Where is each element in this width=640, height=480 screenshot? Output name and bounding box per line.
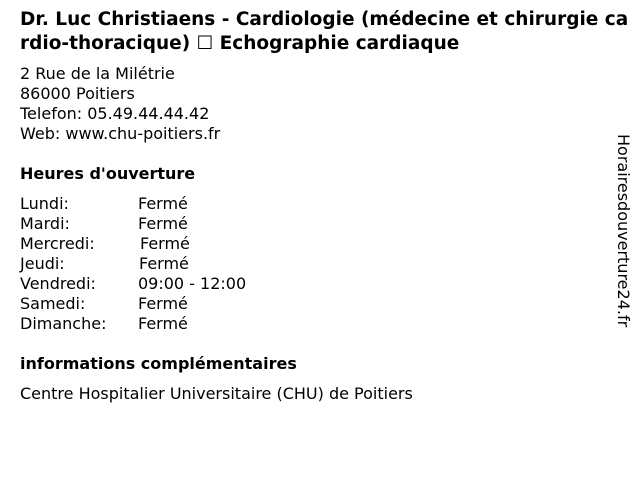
- day-label: Mercredi:: [20, 234, 95, 253]
- hours-value: Fermé: [138, 194, 188, 213]
- day-label: Samedi:: [20, 294, 86, 313]
- additional-info-text: Centre Hospitalier Universitaire (CHU) de Poitiers: [20, 384, 413, 403]
- address-street: 2 Rue de la Milétrie: [20, 64, 175, 83]
- hours-value: Fermé: [138, 294, 188, 313]
- day-label: Dimanche:: [20, 314, 107, 333]
- hours-row-monday: [20, 194, 246, 214]
- additional-info-heading: informations complémentaires: [20, 354, 297, 373]
- brand-watermark: Horairesdouverture24.fr: [614, 134, 633, 328]
- hours-value: Fermé: [138, 214, 188, 233]
- hours-row-sunday: [20, 314, 246, 334]
- day-label: Lundi:: [20, 194, 69, 213]
- page-title: Dr. Luc Christiaens - Cardiologie (médecine et chirurgie cardio-thoracique) ☐ Echographie cardiaque: [20, 9, 629, 54]
- day-label: Mardi:: [20, 214, 70, 233]
- website-link: Web: www.chu-poitiers.fr: [20, 124, 221, 143]
- hours-row-wednesday: [20, 234, 246, 254]
- day-label: Vendredi:: [20, 274, 96, 293]
- day-label: Jeudi:: [20, 254, 65, 273]
- phone-number: Telefon: 05.49.44.44.42: [20, 104, 210, 123]
- hours-value: 09:00 - 12:00: [138, 274, 247, 293]
- hours-value: Fermé: [140, 234, 190, 253]
- contact-block: [20, 64, 220, 144]
- hours-value: Fermé: [138, 314, 188, 333]
- opening-hours-heading: Heures d'ouverture: [20, 164, 196, 183]
- hours-row-thursday: [20, 254, 246, 274]
- hours-row-tuesday: [20, 214, 246, 234]
- hours-row-friday: [20, 274, 246, 294]
- hours-row-saturday: [20, 294, 246, 314]
- opening-hours-list: [20, 194, 246, 334]
- address-city: 86000 Poitiers: [20, 84, 135, 103]
- hours-value: Fermé: [139, 254, 189, 273]
